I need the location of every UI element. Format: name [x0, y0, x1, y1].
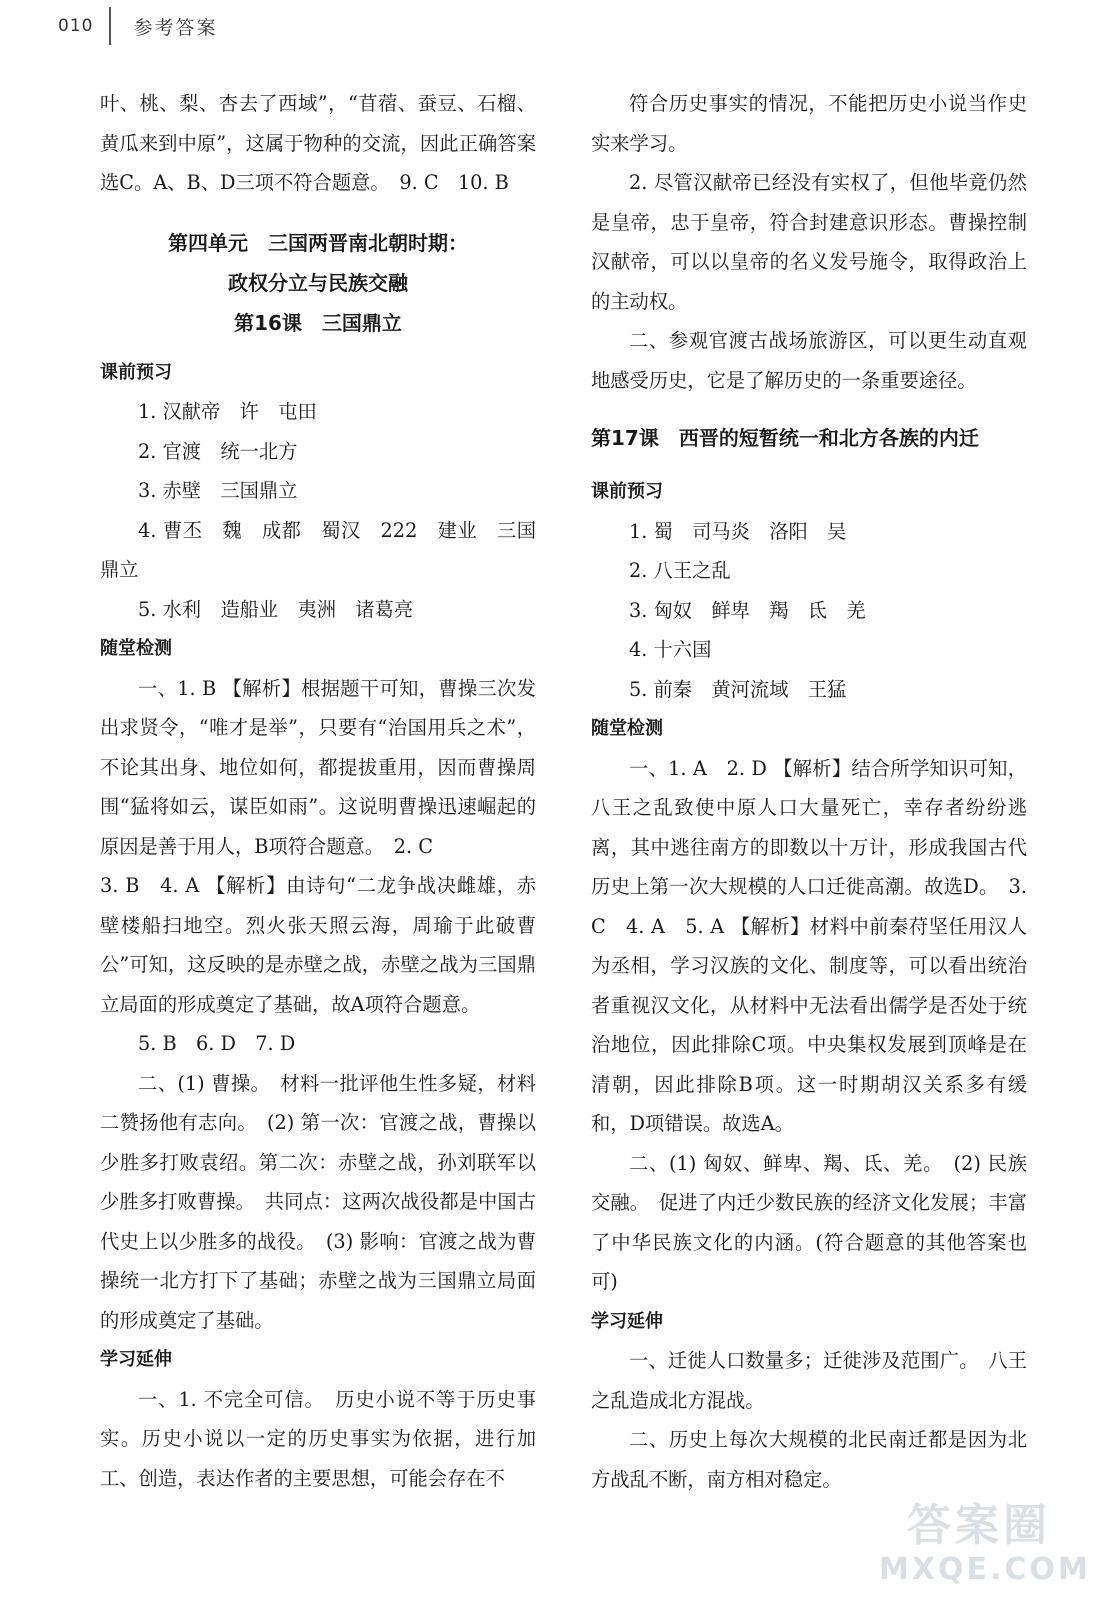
answer-paragraph: 二、历史上每次大规模的北民南迁都是因为北方战乱不断，南方相对稳定。 — [591, 1428, 1027, 1491]
header-divider — [109, 7, 111, 45]
list-item: 4. 曹丕 魏 成都 蜀汉 222 建业 三国鼎立 — [100, 518, 536, 581]
continued-paragraph: 叶、桃、梨、杏去了西域”，“苜蓿、蚕豆、石榴、黄瓜来到中原”，这属于物种的交流，因此正确答案选C。A、B、D三项不符合题意。 9. C 10. B — [100, 92, 536, 194]
left-column — [100, 84, 536, 1498]
list-item: 5. 水利 造船业 夷洲 诸葛亮 — [138, 597, 414, 621]
section-heading-classcheck: 随堂检测 — [591, 718, 663, 739]
section-heading-preview: 课前预习 — [591, 481, 663, 502]
page-number: 010 — [58, 16, 94, 36]
answer-paragraph: 5. B 6. D 7. D — [138, 1032, 296, 1055]
list-item: 3. 匈奴 鲜卑 羯 氐 羌 — [629, 598, 866, 622]
watermark-logo — [879, 1500, 1091, 1596]
header-title: 参考答案 — [133, 16, 218, 39]
unit-title-line2: 政权分立与民族交融 — [228, 270, 408, 295]
answer-paragraph: 二、(1) 匈奴、鲜卑、羯、氐、羌。 (2) 民族交融。 促进了内迁少数民族的经济文化发展；丰富了中华民族文化的内涵。(符合题意的其他答案也可) — [591, 1151, 1027, 1293]
page-header — [58, 6, 217, 46]
list-item: 1. 蜀 司马炎 洛阳 吴 — [629, 519, 847, 543]
watermark-domain: MXQE.COM — [879, 1552, 1091, 1587]
answer-paragraph: 一、1. 不完全可信。 历史小说不等于历史事实。历史小说以一定的历史事实为依据，进行加工、创造，表达作者的主要思想，可能会存在不 — [100, 1387, 536, 1490]
watermark-text: 答案圈 — [907, 1500, 1051, 1551]
answer-paragraph: 一、1. A 2. D 【解析】结合所学知识可知，八王之乱致使中原人口大量死亡，幸存者纷纷逃离，其中逃往南方的即数以十万计，形成我国古代历史上第一次大规模的人口迁徙高潮。故选D。 3. C 4. A 5. A 【解析】材料中前秦苻坚任用汉人为丞相，学习汉族的文化、制度等，可以看出统治者重视汉文化，从材料中无法看出儒学是否处于统治地位，因此排除C项。中央集权发展到顶峰是在清朝，因此排除B项。这一时期胡汉关系多有缓和，D项错误。故选A。 — [591, 756, 1027, 1135]
answer-paragraph: 2. 尽管汉献帝已经没有实权了，但他毕竟仍然是皇帝，忠于皇帝，符合封建意识形态。曹操控制汉献帝，可以以皇帝的名义发号施令，取得政治上的主动权。 — [591, 171, 1027, 313]
section-heading-extension: 学习延伸 — [591, 1310, 663, 1332]
answer-paragraph: 一、1. B 【解析】根据题干可知，曹操三次发出求贤令，“唯才是举”，只要有“治国用兵之术”，不论其出身、地位如何，都提拔重用，因而曹操周围“猛将如云，谋臣如雨”。这说明曹操迅速崛起的原因是善于用人，B项符合题意。 2. C — [100, 676, 536, 858]
section-heading-preview: 课前预习 — [100, 361, 172, 383]
list-item: 3. 赤壁 三国鼎立 — [138, 479, 298, 502]
unit-title — [100, 223, 536, 303]
right-column — [591, 84, 1027, 1499]
list-item: 2. 官渡 统一北方 — [138, 439, 298, 463]
answer-paragraph: 二、(1) 曹操。 材料一批评他生性多疑，材料二赞扬他有志向。 (2) 第一次：官渡之战，曹操以少胜多打败袁绍。第二次：赤壁之战，孙刘联军以少胜多打败曹操。 共同点：这两次战役都是中国古代史上以少胜多的战役。 (3) 影响：官渡之战为曹操统一北方打下了基础；赤壁之战为三国鼎立局面的形成奠定了基础。 — [100, 1071, 536, 1332]
answer-paragraph: 二、参观官渡古战场旅游区，可以更生动直观地感受历史，它是了解历史的一条重要途径。 — [591, 329, 1027, 392]
list-item: 4. 十六国 — [629, 638, 712, 661]
list-item: 2. 八王之乱 — [629, 559, 731, 582]
answer-paragraph: 一、迁徙人口数量多；迁徙涉及范围广。 八王之乱造成北方混战。 — [591, 1349, 1027, 1412]
section-heading-extension: 学习延伸 — [100, 1349, 172, 1370]
section-heading-classcheck: 随堂检测 — [100, 638, 172, 659]
unit-title-line1: 第四单元 三国两晋南北朝时期： — [168, 230, 468, 255]
lesson-16-title: 第16课 三国鼎立 — [234, 310, 402, 335]
list-item: 1. 汉献帝 许 屯田 — [138, 400, 317, 423]
list-item: 5. 前秦 黄河流域 王猛 — [629, 677, 847, 701]
lesson-17-title: 第17课 西晋的短暂统一和北方各族的内迁 — [591, 426, 979, 450]
continued-paragraph: 符合历史事实的情况，不能把历史小说当作史实来学习。 — [591, 92, 1027, 155]
answer-paragraph: 3. B 4. A 【解析】由诗句“二龙争战决雌雄，赤壁楼船扫地空。烈火张天照云海，周瑜于此破曹公”可知，这反映的是赤壁之战，赤壁之战为三国鼎立局面的形成奠定了基础，故A项符合题意。 — [100, 874, 536, 1016]
